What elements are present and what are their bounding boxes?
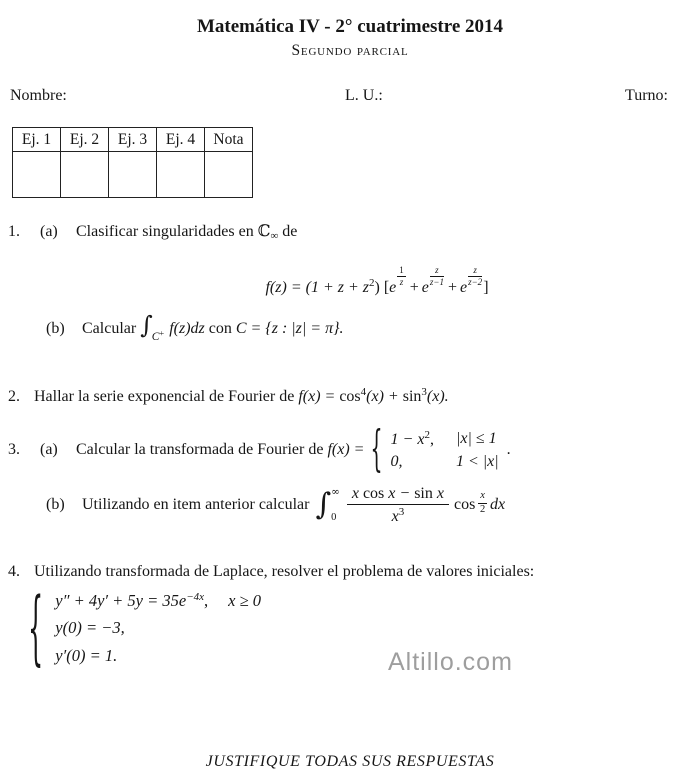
- problem-1-number: 1.: [8, 223, 20, 240]
- grade-cell-ej1: [13, 152, 61, 198]
- grade-table-empty-row: [13, 152, 253, 198]
- problem-3b-line: [46, 484, 505, 526]
- grade-header-nota: Nota: [205, 128, 253, 152]
- libreta-label: L. U.:: [345, 87, 383, 104]
- case-2-condition: 1 < |x|: [455, 452, 499, 470]
- cos-function: cos: [453, 495, 476, 513]
- problem-3a-line: [8, 421, 511, 478]
- ivp-system: [28, 581, 262, 676]
- name-label: Nombre:: [10, 87, 67, 104]
- math-e: e: [389, 279, 397, 296]
- exponent-fraction: $\frac{z}{z-2}$: [468, 265, 483, 287]
- grade-cell-ej4: [157, 152, 205, 198]
- case-1-condition: |x| ≤ 1: [455, 430, 497, 447]
- item-a-label: (a): [40, 223, 58, 240]
- grade-table-header-row: [13, 128, 253, 152]
- grade-header-ej4: Ej. 4: [157, 128, 205, 152]
- integral-symbol: ∫: [140, 311, 153, 339]
- grade-header-ej3: Ej. 3: [109, 128, 157, 152]
- grade-header-ej1: Ej. 1: [13, 128, 61, 152]
- exponent-fraction: $\frac{z}{z-1}$: [429, 265, 444, 287]
- turno-label: Turno:: [625, 87, 668, 104]
- small-fraction: $\frac{x}{2}$: [480, 490, 486, 515]
- superscript: 2: [368, 277, 375, 289]
- sin-function: sin: [402, 388, 422, 405]
- integral-symbol: ∫ ∞ 0: [315, 486, 340, 523]
- problem-1b-line: [46, 311, 344, 343]
- problem-2-text: Hallar la serie exponencial de Fourier de: [34, 388, 299, 405]
- infinity-subscript: ∞: [270, 230, 279, 242]
- cos-function: cos: [339, 388, 361, 405]
- math-text: ) [: [374, 279, 390, 296]
- math-text: dx: [489, 495, 506, 513]
- item-b-label: (b): [46, 495, 65, 513]
- superscript: 3: [421, 386, 427, 398]
- case-1-value: $1 - x^2$,: [390, 429, 434, 448]
- item-b-label: (b): [46, 320, 65, 337]
- math-e: e: [460, 279, 468, 296]
- problem-3b-text: Utilizando en item anterior calcular: [82, 495, 314, 513]
- math-text: C = {z : |z| = π}.: [235, 320, 344, 337]
- fraction: [347, 484, 449, 526]
- math-text: (x).: [426, 388, 449, 405]
- formula-fz: [0, 266, 700, 297]
- problem-4-number: 4.: [8, 563, 20, 580]
- problem-1a-line: [8, 221, 297, 243]
- problem-3-number: 3.: [8, 440, 20, 458]
- math-text: con: [208, 320, 236, 337]
- left-brace: {: [28, 581, 44, 676]
- problem-4-line: [8, 562, 534, 583]
- student-fields: [0, 87, 700, 107]
- plus-operator: +: [447, 279, 457, 296]
- exponent: −4x: [186, 591, 205, 603]
- left-brace: {: [370, 421, 383, 478]
- watermark: Altillo.com: [388, 648, 513, 676]
- math-text: (x) +: [366, 388, 403, 405]
- item-a-label: (a): [40, 440, 58, 458]
- problem-3a-text: Calcular la transformada de Fourier de: [76, 440, 328, 458]
- problem-2-line: [8, 385, 449, 408]
- grade-cell-ej3: [109, 152, 157, 198]
- initial-condition-yprime0: y′(0) = 1.: [55, 645, 118, 665]
- math-text: f(x) =: [298, 388, 340, 405]
- problem-1a-text: Clasificar singularidades en: [76, 223, 258, 240]
- math-text: f(z) = (1 + z + z: [265, 279, 369, 296]
- integral-upper-limit: ∞: [331, 486, 340, 499]
- grade-header-ej2: Ej. 2: [61, 128, 109, 152]
- ode-equation: $y'' + 4y' + 5y = 35e^{-4x}$, x ≥ 0: [55, 591, 262, 610]
- trailing-period: .: [506, 440, 511, 458]
- problem-1a-text-end: de: [278, 223, 298, 240]
- math-text: ]: [483, 279, 489, 296]
- complex-sphere-symbol: ℂ: [257, 221, 271, 240]
- fraction-denominator: $x^3$: [391, 506, 405, 526]
- superscript: 4: [360, 386, 367, 398]
- fraction-numerator: x cos x − sin x: [347, 484, 449, 505]
- problem-1b-text: Calcular: [82, 320, 141, 337]
- integral-lower-limit: 0: [331, 511, 337, 523]
- exam-title: Matemática IV - 2° cuatrimestre 2014: [196, 16, 504, 37]
- footer-instruction: JUSTIFIQUE TODAS SUS RESPUESTAS: [205, 753, 495, 770]
- exponent-fraction: $\frac{1}{z}$: [399, 265, 404, 287]
- exam-subtitle: Segundo parcial: [291, 42, 409, 59]
- math-text: f(x) =: [327, 440, 365, 458]
- math-text: f(z)dz: [169, 320, 209, 337]
- problem-2-number: 2.: [8, 388, 20, 405]
- case-2-value: 0,: [390, 452, 403, 470]
- grade-cell-nota: [205, 152, 253, 198]
- math-e: e: [421, 279, 429, 296]
- plus-operator: +: [409, 279, 419, 296]
- grade-cell-ej2: [61, 152, 109, 198]
- initial-condition-y0: y(0) = −3,: [55, 618, 125, 638]
- problem-4-text: Utilizando transformada de Laplace, resolver el problema de valores iniciales:: [34, 563, 535, 580]
- piecewise-cases: [370, 421, 499, 478]
- grade-table: [12, 127, 253, 198]
- integral-subscript: C+: [151, 328, 165, 343]
